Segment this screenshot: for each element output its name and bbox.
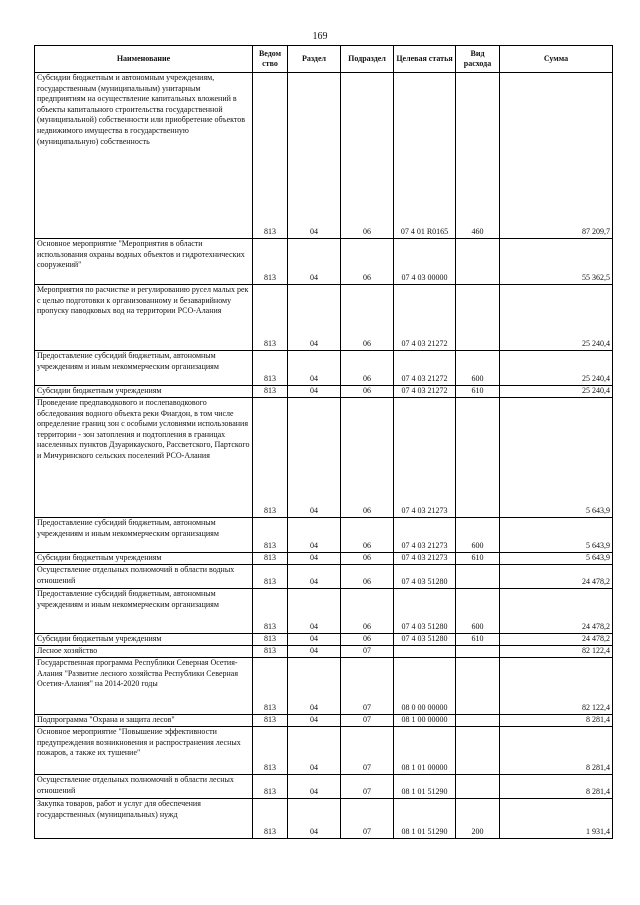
cell-podrazdel: 06 — [341, 239, 394, 285]
cell-vid: 460 — [456, 73, 500, 239]
table-row — [35, 73, 613, 239]
cell-podrazdel: 06 — [341, 386, 394, 398]
cell-ved: 813 — [253, 73, 288, 239]
cell-podrazdel: 06 — [341, 634, 394, 646]
cell-target: 07 4 03 21273 — [394, 398, 456, 518]
cell-razdel: 04 — [288, 799, 341, 839]
cell-sum: 87 209,7 — [500, 73, 613, 239]
header-name: Наименование — [35, 46, 253, 73]
cell-vid: 610 — [456, 634, 500, 646]
cell-sum: 25 240,4 — [500, 351, 613, 386]
header-target: Целевая статья — [394, 46, 456, 73]
cell-ved: 813 — [253, 715, 288, 727]
cell-sum: 24 478,2 — [500, 634, 613, 646]
cell-target: 08 1 01 51290 — [394, 799, 456, 839]
cell-podrazdel: 07 — [341, 646, 394, 658]
cell-name: Государственная программа Республики Северная Осетия-Алания "Развитие лесного хозяйства Республики Северная Осетия-Алания" на 2014-2020 годы — [35, 658, 253, 715]
cell-razdel: 04 — [288, 658, 341, 715]
cell-razdel: 04 — [288, 398, 341, 518]
cell-vid — [456, 398, 500, 518]
cell-name: Субсидии бюджетным учреждениям — [35, 386, 253, 398]
cell-target: 07 4 03 21272 — [394, 386, 456, 398]
cell-name: Основное мероприятие "Повышение эффективности предупреждения возникновения и распространения лесных пожаров, а также их тушение" — [35, 727, 253, 775]
cell-name: Подпрограмма "Охрана и защита лесов" — [35, 715, 253, 727]
cell-vid — [456, 285, 500, 351]
cell-vid — [456, 239, 500, 285]
table-row — [35, 565, 613, 589]
cell-razdel: 04 — [288, 239, 341, 285]
cell-name: Закупка товаров, работ и услуг для обеспечения государственных (муниципальных) нужд — [35, 799, 253, 839]
cell-sum: 5 643,9 — [500, 398, 613, 518]
cell-vid — [456, 727, 500, 775]
cell-razdel: 04 — [288, 634, 341, 646]
cell-podrazdel: 07 — [341, 799, 394, 839]
table-row — [35, 285, 613, 351]
cell-target: 08 1 00 00000 — [394, 715, 456, 727]
cell-target: 07 4 03 51280 — [394, 634, 456, 646]
cell-sum: 55 362,5 — [500, 239, 613, 285]
cell-name: Субсидии бюджетным учреждениям — [35, 634, 253, 646]
cell-vid — [456, 715, 500, 727]
cell-vid: 200 — [456, 799, 500, 839]
cell-podrazdel: 06 — [341, 285, 394, 351]
cell-sum: 5 643,9 — [500, 553, 613, 565]
cell-target: 08 0 00 00000 — [394, 658, 456, 715]
cell-target: 07 4 03 21273 — [394, 553, 456, 565]
cell-ved: 813 — [253, 553, 288, 565]
cell-name: Осуществление отдельных полномочий в области водных отношений — [35, 565, 253, 589]
cell-target: 07 4 03 51280 — [394, 589, 456, 634]
cell-sum: 1 931,4 — [500, 799, 613, 839]
cell-sum: 82 122,4 — [500, 658, 613, 715]
cell-target: 08 1 01 51290 — [394, 775, 456, 799]
cell-ved: 813 — [253, 775, 288, 799]
table-row — [35, 634, 613, 646]
cell-sum: 8 281,4 — [500, 727, 613, 775]
cell-name: Предоставление субсидий бюджетным, автономным учреждениям и иным некоммерческим организациям — [35, 518, 253, 553]
table-row — [35, 351, 613, 386]
cell-name: Мероприятия по расчистке и регулированию русел малых рек с целью подготовки к организованному и безаварийному пропуску паводковых вод на территории РСО-Алания — [35, 285, 253, 351]
table-row — [35, 715, 613, 727]
cell-razdel: 04 — [288, 553, 341, 565]
cell-ved: 813 — [253, 727, 288, 775]
cell-name: Предоставление субсидий бюджетным, автономным учреждениям и иным некоммерческим организациям — [35, 351, 253, 386]
cell-name: Предоставление субсидий бюджетным, автономным учреждениям и иным некоммерческим организациям — [35, 589, 253, 634]
cell-ved: 813 — [253, 398, 288, 518]
table-row — [35, 658, 613, 715]
table-row — [35, 386, 613, 398]
header-podrazdel: Подраздел — [341, 46, 394, 73]
cell-vid — [456, 565, 500, 589]
cell-ved: 813 — [253, 658, 288, 715]
cell-target: 07 4 03 51280 — [394, 565, 456, 589]
cell-sum: 24 478,2 — [500, 589, 613, 634]
header-vid: Вид расхода — [456, 46, 500, 73]
cell-target: 07 4 03 00000 — [394, 239, 456, 285]
cell-target: 07 4 03 21273 — [394, 518, 456, 553]
table-row — [35, 398, 613, 518]
cell-sum: 25 240,4 — [500, 386, 613, 398]
cell-razdel: 04 — [288, 589, 341, 634]
cell-razdel: 04 — [288, 285, 341, 351]
cell-sum: 82 122,4 — [500, 646, 613, 658]
cell-target: 08 1 01 00000 — [394, 727, 456, 775]
cell-razdel: 04 — [288, 565, 341, 589]
cell-ved: 813 — [253, 634, 288, 646]
table-row — [35, 799, 613, 839]
cell-name: Субсидии бюджетным учреждениям — [35, 553, 253, 565]
cell-razdel: 04 — [288, 727, 341, 775]
cell-sum: 25 240,4 — [500, 285, 613, 351]
cell-ved: 813 — [253, 518, 288, 553]
cell-sum: 24 478,2 — [500, 565, 613, 589]
cell-vid: 610 — [456, 386, 500, 398]
cell-vid — [456, 646, 500, 658]
cell-vid: 600 — [456, 351, 500, 386]
cell-podrazdel: 07 — [341, 775, 394, 799]
cell-razdel: 04 — [288, 351, 341, 386]
table-row — [35, 239, 613, 285]
budget-table — [34, 45, 613, 839]
table-row — [35, 775, 613, 799]
cell-podrazdel: 06 — [341, 565, 394, 589]
cell-podrazdel: 06 — [341, 351, 394, 386]
cell-sum: 8 281,4 — [500, 775, 613, 799]
cell-ved: 813 — [253, 239, 288, 285]
header-sum: Сумма — [500, 46, 613, 73]
cell-razdel: 04 — [288, 646, 341, 658]
cell-sum: 5 643,9 — [500, 518, 613, 553]
table-row — [35, 518, 613, 553]
header-razdel: Раздел — [288, 46, 341, 73]
cell-razdel: 04 — [288, 73, 341, 239]
cell-ved: 813 — [253, 386, 288, 398]
cell-vid — [456, 658, 500, 715]
cell-ved: 813 — [253, 799, 288, 839]
cell-name: Лесное хозяйство — [35, 646, 253, 658]
cell-razdel: 04 — [288, 775, 341, 799]
table-row — [35, 589, 613, 634]
cell-podrazdel: 06 — [341, 553, 394, 565]
cell-name: Осуществление отдельных полномочий в области лесных отношений — [35, 775, 253, 799]
cell-name: Проведение предпаводкового и послепаводкового обследования водного объекта реки Фиагдон, в том числе определение границ зон с особыми условиями использования территории - зон затопления и подтопления в границах населенных пунктов Дзуарикауского, Рассветского, Партского и Мичуринского сельских поселений РСО-Алания — [35, 398, 253, 518]
table-row — [35, 727, 613, 775]
cell-ved: 813 — [253, 565, 288, 589]
cell-podrazdel: 06 — [341, 73, 394, 239]
cell-podrazdel: 07 — [341, 658, 394, 715]
cell-razdel: 04 — [288, 715, 341, 727]
cell-vid — [456, 775, 500, 799]
cell-target: 07 4 03 21272 — [394, 351, 456, 386]
cell-ved: 813 — [253, 351, 288, 386]
cell-target: 07 4 01 R0165 — [394, 73, 456, 239]
cell-target: 07 4 03 21272 — [394, 285, 456, 351]
cell-ved: 813 — [253, 589, 288, 634]
cell-ved: 813 — [253, 285, 288, 351]
cell-vid: 600 — [456, 518, 500, 553]
page-number: 169 — [312, 31, 328, 42]
cell-name: Субсидии бюджетным и автономным учреждениям, государственным (муниципальным) унитарным предприятиям на осуществление капитальных вложений в объекты капитального строительства государственной (муниципальной) собственности или приобретение объектов недвижимого имущества в государственную (муниципальную) собственность — [35, 73, 253, 239]
table-row — [35, 553, 613, 565]
cell-name: Основное мероприятие "Мероприятия в области использования охраны водных объектов и гидротехнических сооружений" — [35, 239, 253, 285]
cell-podrazdel: 06 — [341, 589, 394, 634]
cell-vid: 600 — [456, 589, 500, 634]
cell-podrazdel: 07 — [341, 715, 394, 727]
cell-sum: 8 281,4 — [500, 715, 613, 727]
table-row — [35, 646, 613, 658]
cell-podrazdel: 06 — [341, 398, 394, 518]
cell-podrazdel: 07 — [341, 727, 394, 775]
table-header-row — [35, 46, 613, 73]
cell-razdel: 04 — [288, 518, 341, 553]
cell-razdel: 04 — [288, 386, 341, 398]
cell-ved: 813 — [253, 646, 288, 658]
header-ved: Ведом ство — [253, 46, 288, 73]
cell-vid: 610 — [456, 553, 500, 565]
cell-target — [394, 646, 456, 658]
cell-podrazdel: 06 — [341, 518, 394, 553]
